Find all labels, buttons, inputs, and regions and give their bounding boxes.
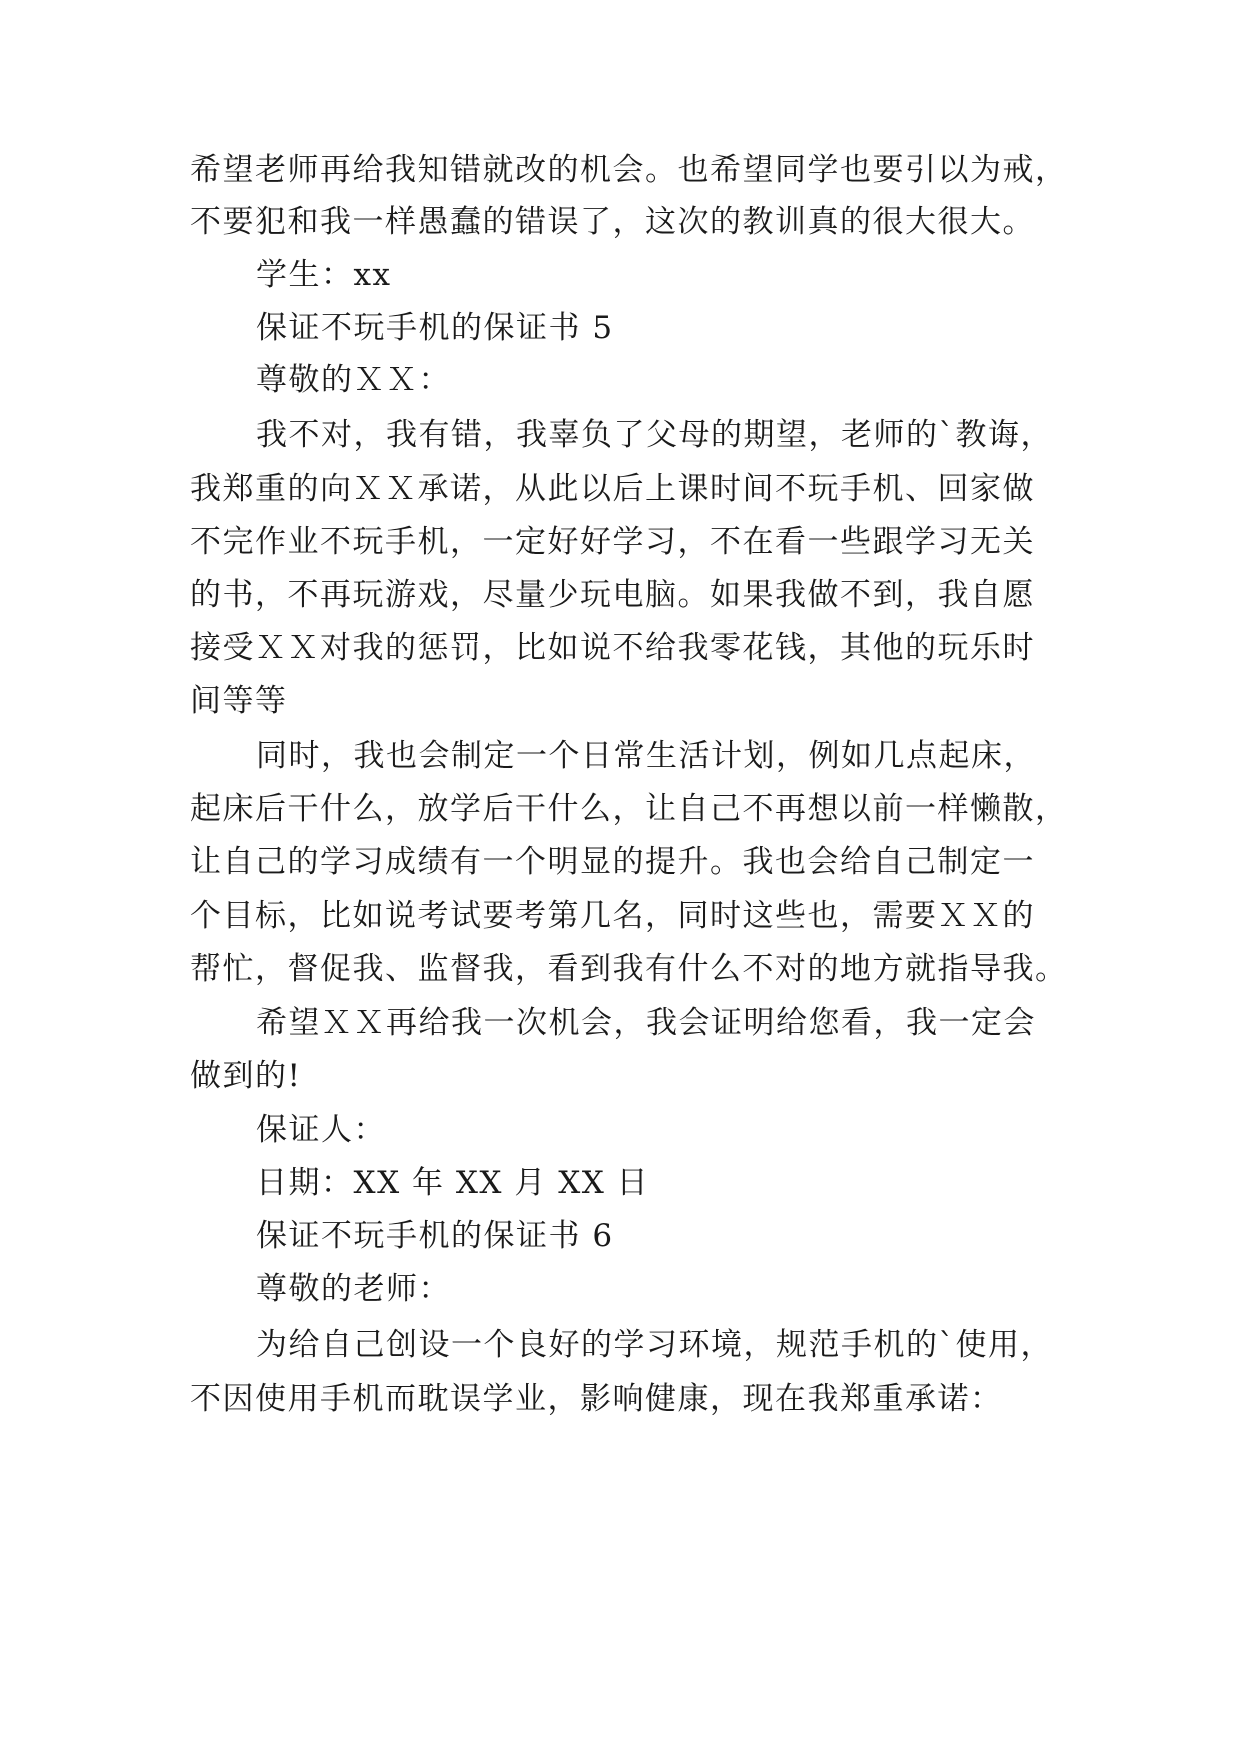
body-text-line: 为给自己创设一个良好的学习环境，规范手机的`使用， — [256, 1327, 1053, 1363]
body-text-line: 我郑重的向ＸＸ承诺，从此以后上课时间不玩手机、回家做 — [190, 471, 1035, 507]
body-text-line: 帮忙，督促我、监督我，看到我有什么不对的地方就指导我。 — [190, 951, 1068, 987]
salutation: 尊敬的老师： — [256, 1271, 451, 1307]
body-text-line: 个目标，比如说考试要考第几名，同时这些也，需要ＸＸ的 — [190, 898, 1035, 934]
body-text-line: 做到的! — [190, 1058, 302, 1094]
body-text-line: 起床后干什么，放学后干什么，让自己不再想以前一样懒散， — [190, 791, 1068, 827]
body-text-line: 不因使用手机而耽误学业，影响健康，现在我郑重承诺： — [190, 1381, 1003, 1417]
body-text-line: 让自己的学习成绩有一个明显的提升。我也会给自己制定一 — [190, 844, 1035, 880]
section-heading-5: 保证不玩手机的保证书 5 — [256, 310, 614, 346]
guarantor-line: 保证人： — [256, 1112, 386, 1148]
body-text-line: 间等等 — [190, 683, 288, 719]
body-text-line: 希望老师再给我知错就改的机会。也希望同学也要引以为戒， — [190, 152, 1068, 188]
body-text-line: 不要犯和我一样愚蠢的错误了，这次的教训真的很大很大。 — [190, 204, 1035, 240]
date-line: 日期：XX 年 XX 月 XX 日 — [256, 1165, 650, 1201]
salutation: 尊敬的ＸＸ： — [256, 362, 451, 398]
body-text-line: 希望ＸＸ再给我一次机会，我会证明给您看，我一定会 — [256, 1005, 1036, 1041]
body-text-line: 不完作业不玩手机，一定好好学习，不在看一些跟学习无关 — [190, 524, 1035, 560]
body-text-line: 接受ＸＸ对我的惩罚，比如说不给我零花钱，其他的玩乐时 — [190, 630, 1035, 666]
body-text-line: 的书，不再玩游戏，尽量少玩电脑。如果我做不到，我自愿 — [190, 577, 1035, 613]
section-heading-6: 保证不玩手机的保证书 6 — [256, 1218, 614, 1254]
body-text-line: 同时，我也会制定一个日常生活计划，例如几点起床， — [256, 738, 1036, 774]
student-signature-line: 学生：xx — [256, 257, 392, 293]
body-text-line: 我不对，我有错，我辜负了父母的期望，老师的`教诲， — [256, 417, 1053, 453]
